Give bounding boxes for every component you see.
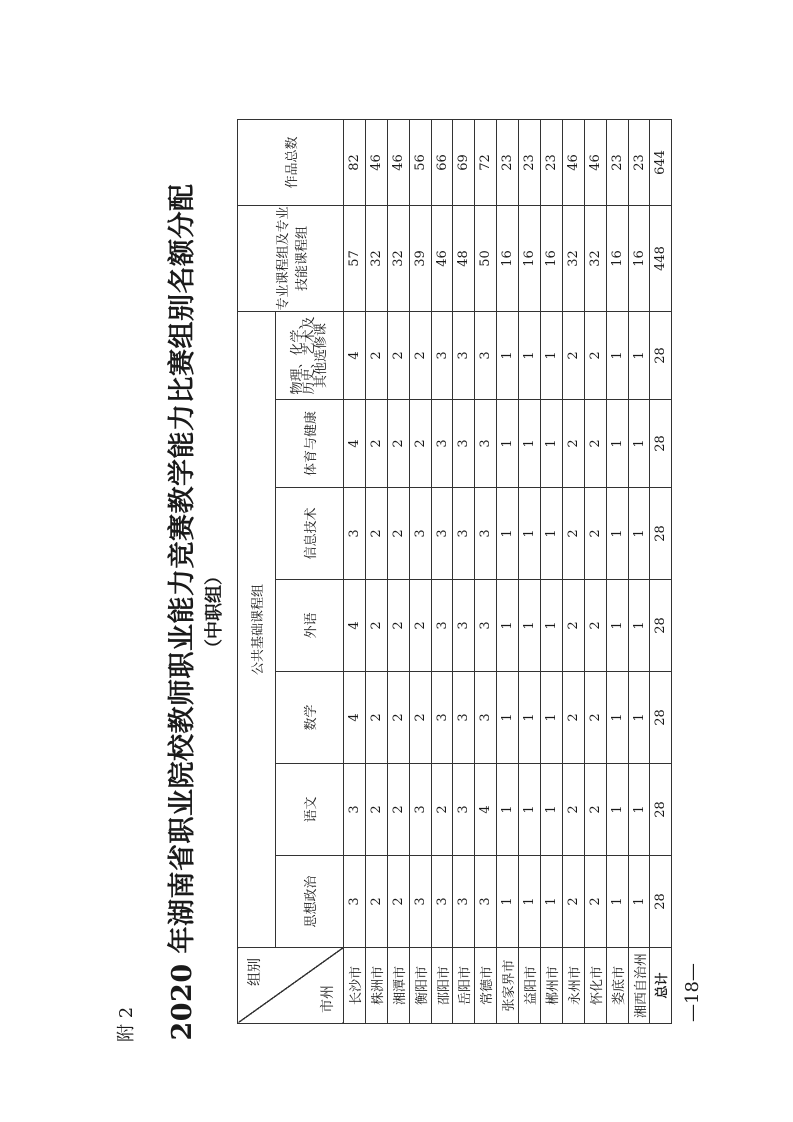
- table-row: [475, 119, 497, 1023]
- table-row: [562, 119, 584, 1023]
- table-cell: 46: [431, 205, 453, 311]
- page-subtitle: （中职组）: [204, 567, 225, 657]
- table-cell: 28: [650, 311, 672, 399]
- table-cell: 2: [584, 311, 606, 399]
- table-cell: 3: [475, 311, 497, 399]
- public-basic-group-header: 公共基础课程组: [238, 311, 276, 947]
- attachment-label: 附 2: [116, 1006, 137, 1042]
- table-cell: 3: [409, 764, 431, 856]
- corner-header-cell: [238, 948, 344, 1024]
- allocation-table: [237, 119, 672, 1024]
- table-cell: 72: [475, 119, 497, 205]
- table-cell: 2: [387, 764, 409, 856]
- table-row: [497, 119, 519, 1023]
- table-row: [584, 119, 606, 1023]
- total-row: [650, 119, 672, 1023]
- table-cell: 2: [562, 856, 584, 948]
- table-cell: 2: [387, 311, 409, 399]
- table-cell: 56: [409, 119, 431, 205]
- city-name: 郴州市: [541, 948, 563, 1024]
- table-cell: 3: [344, 488, 366, 580]
- table-cell: 2: [409, 400, 431, 488]
- table-cell: 2: [387, 580, 409, 672]
- table-cell: 1: [628, 311, 650, 399]
- table-cell: 69: [453, 119, 475, 205]
- table-cell: 32: [387, 205, 409, 311]
- header-chinese: 语文: [276, 764, 344, 856]
- table-cell: 23: [519, 119, 541, 205]
- table-cell: 1: [606, 400, 628, 488]
- table-cell: 1: [519, 764, 541, 856]
- table-cell: 2: [387, 400, 409, 488]
- table-cell: 23: [606, 119, 628, 205]
- table-cell: 28: [650, 856, 672, 948]
- table-cell: 1: [497, 672, 519, 764]
- header-professional: 专业课程组及专业技能课程组: [238, 205, 344, 311]
- table-cell: 48: [453, 205, 475, 311]
- table-cell: 2: [387, 672, 409, 764]
- table-cell: 1: [497, 488, 519, 580]
- table-cell: 3: [431, 488, 453, 580]
- table-cell: 3: [453, 856, 475, 948]
- table-cell: 3: [475, 400, 497, 488]
- city-name: 长沙市: [344, 948, 366, 1024]
- table-cell: 3: [344, 764, 366, 856]
- table-cell: 1: [541, 311, 563, 399]
- table-cell: 3: [431, 672, 453, 764]
- table-cell: 3: [431, 311, 453, 399]
- table-cell: 46: [584, 119, 606, 205]
- table-cell: 1: [497, 311, 519, 399]
- table-cell: 2: [562, 672, 584, 764]
- table-cell: 3: [453, 672, 475, 764]
- page-number: —18—: [682, 963, 703, 1022]
- table-cell: 32: [562, 205, 584, 311]
- table-cell: 1: [628, 764, 650, 856]
- city-name: 永州市: [562, 948, 584, 1024]
- city-name: 益阳市: [519, 948, 541, 1024]
- table-cell: 28: [650, 764, 672, 856]
- table-cell: 3: [431, 400, 453, 488]
- table-cell: 1: [606, 856, 628, 948]
- table-cell: 2: [584, 400, 606, 488]
- table-cell: 1: [541, 400, 563, 488]
- city-name: 株洲市: [365, 948, 387, 1024]
- table-body: [344, 119, 672, 1023]
- table-cell: 2: [365, 311, 387, 399]
- table-cell: 3: [431, 856, 453, 948]
- table-cell: 2: [409, 311, 431, 399]
- table-row: [431, 119, 453, 1023]
- table-cell: 3: [453, 488, 475, 580]
- table-cell: 3: [475, 488, 497, 580]
- header-pe-health: 体育与健康: [276, 400, 344, 488]
- table-cell: 1: [519, 580, 541, 672]
- table-cell: 4: [344, 400, 366, 488]
- table-cell: 46: [387, 119, 409, 205]
- table-cell: 16: [519, 205, 541, 311]
- table-cell: 2: [365, 488, 387, 580]
- table-cell: 46: [562, 119, 584, 205]
- table-cell: 23: [628, 119, 650, 205]
- table-cell: 3: [409, 856, 431, 948]
- table-cell: 50: [475, 205, 497, 311]
- table-row: [453, 119, 475, 1023]
- table-cell: 1: [628, 856, 650, 948]
- table-cell: 2: [584, 488, 606, 580]
- table-row: [519, 119, 541, 1023]
- table-cell: 66: [431, 119, 453, 205]
- table-cell: 1: [519, 856, 541, 948]
- table-cell: 32: [584, 205, 606, 311]
- table-cell: 1: [541, 488, 563, 580]
- table-cell: 1: [606, 311, 628, 399]
- city-name: 湘潭市: [387, 948, 409, 1024]
- table-cell: 1: [519, 672, 541, 764]
- table-cell: 1: [497, 764, 519, 856]
- city-name: 岳阳市: [453, 948, 475, 1024]
- header-total-works: 作品总数: [238, 119, 344, 205]
- table-cell: 3: [431, 580, 453, 672]
- table-cell: 3: [475, 580, 497, 672]
- table-cell: 2: [365, 764, 387, 856]
- table-cell: 1: [606, 764, 628, 856]
- table-row: [628, 119, 650, 1023]
- table-cell: 28: [650, 672, 672, 764]
- table-cell: 23: [497, 119, 519, 205]
- table-cell: 39: [409, 205, 431, 311]
- table-cell: 1: [519, 311, 541, 399]
- table-cell: 2: [365, 672, 387, 764]
- table-cell: 1: [541, 672, 563, 764]
- city-name: 湘西自治州: [628, 948, 650, 1024]
- table-cell: 4: [344, 311, 366, 399]
- table-cell: 1: [541, 856, 563, 948]
- table-cell: 2: [562, 488, 584, 580]
- table-cell: 32: [365, 205, 387, 311]
- table-cell: 1: [628, 400, 650, 488]
- table-cell: 28: [650, 400, 672, 488]
- city-name: 娄底市: [606, 948, 628, 1024]
- table-row: [387, 119, 409, 1023]
- table-cell: 1: [628, 488, 650, 580]
- table-cell: 4: [475, 764, 497, 856]
- table-cell: 3: [453, 764, 475, 856]
- table-cell: 1: [606, 580, 628, 672]
- table-cell: 1: [497, 400, 519, 488]
- table-cell: 2: [431, 764, 453, 856]
- table-cell: 16: [606, 205, 628, 311]
- page-title: 2020 年湖南省职业院校教师职业能力竞赛教学能力比赛组别名额分配: [167, 183, 198, 1041]
- table-cell: 16: [541, 205, 563, 311]
- header-math: 数学: [276, 672, 344, 764]
- table-cell: 46: [365, 119, 387, 205]
- table-cell: 3: [475, 856, 497, 948]
- table-cell: 1: [541, 764, 563, 856]
- table-cell: 2: [584, 764, 606, 856]
- header-foreign-language: 外语: [276, 580, 344, 672]
- table-cell: 16: [628, 205, 650, 311]
- total-label: 总计: [650, 948, 672, 1024]
- table-cell: 3: [453, 400, 475, 488]
- table-row: [344, 119, 366, 1023]
- table-cell: 2: [584, 580, 606, 672]
- table-cell: 2: [409, 580, 431, 672]
- table-cell: 28: [650, 580, 672, 672]
- table-cell: 2: [562, 764, 584, 856]
- table-cell: 2: [387, 856, 409, 948]
- table-cell: 82: [344, 119, 366, 205]
- city-name: 衡阳市: [409, 948, 431, 1024]
- table-cell: 1: [606, 488, 628, 580]
- table-cell: 3: [453, 311, 475, 399]
- header-it: 信息技术: [276, 488, 344, 580]
- table-cell: 2: [365, 400, 387, 488]
- table-row: [409, 119, 431, 1023]
- corner-city-label: 市州: [320, 985, 336, 1013]
- table-cell: 2: [584, 672, 606, 764]
- table-cell: 1: [541, 580, 563, 672]
- city-name: 怀化市: [584, 948, 606, 1024]
- table-cell: 4: [344, 672, 366, 764]
- table-row: [606, 119, 628, 1023]
- table-cell: 1: [606, 672, 628, 764]
- city-name: 常德市: [475, 948, 497, 1024]
- header-politics: 思想政治: [276, 856, 344, 948]
- table-cell: 1: [497, 580, 519, 672]
- table-cell: 1: [628, 580, 650, 672]
- table-row: [541, 119, 563, 1023]
- table-row: [365, 119, 387, 1023]
- table-cell: 2: [365, 856, 387, 948]
- table-cell: 2: [562, 400, 584, 488]
- table-cell: 57: [344, 205, 366, 311]
- city-name: 张家界市: [497, 948, 519, 1024]
- table-cell: 1: [519, 400, 541, 488]
- table-cell: 1: [628, 672, 650, 764]
- table-cell: 2: [387, 488, 409, 580]
- table-cell: 1: [497, 856, 519, 948]
- table-cell: 23: [541, 119, 563, 205]
- table-cell: 2: [365, 580, 387, 672]
- city-name: 邵阳市: [431, 948, 453, 1024]
- table-cell: 28: [650, 488, 672, 580]
- table-cell: 16: [497, 205, 519, 311]
- table-cell: 644: [650, 119, 672, 205]
- table-cell: 448: [650, 205, 672, 311]
- table-cell: 2: [584, 856, 606, 948]
- table-cell: 3: [409, 488, 431, 580]
- table-cell: 1: [519, 488, 541, 580]
- table-cell: 3: [475, 672, 497, 764]
- corner-group-label: 组别: [247, 958, 263, 986]
- table-cell: 3: [453, 580, 475, 672]
- header-other-electives: 物理、化学、历史、艺术及其他选修课: [276, 311, 344, 399]
- table-cell: 3: [344, 856, 366, 948]
- table-cell: 2: [562, 311, 584, 399]
- table-cell: 2: [409, 672, 431, 764]
- table-cell: 2: [562, 580, 584, 672]
- table-cell: 4: [344, 580, 366, 672]
